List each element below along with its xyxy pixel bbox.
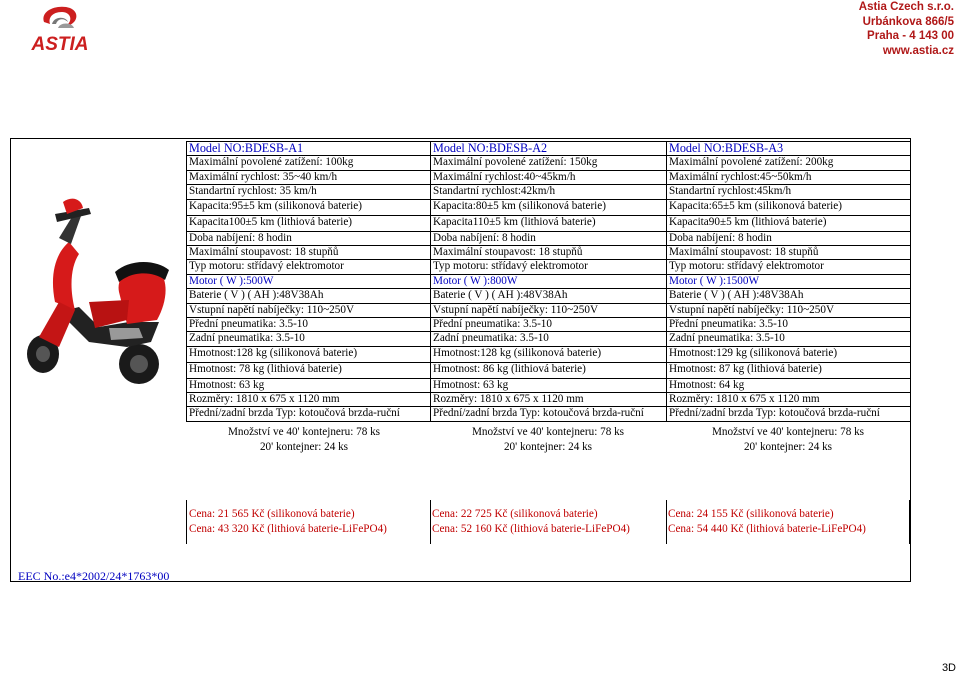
dimensions: Rozměry: 1810 x 675 x 1120 mm [431,393,667,407]
table-row [187,185,911,199]
capacity-lithium: Kapacita90±5 km (lithiová baterie) [667,215,911,231]
front-tire: Přední pneumatika: 3.5-10 [667,317,911,331]
std-speed: Standartní rychlost: 35 km/h [187,185,431,199]
company-web-link[interactable]: www.astia.cz [882,44,954,57]
company-street: Urbánkova 866/5 [862,15,954,28]
std-speed: Standartní rychlost:42km/h [431,185,667,199]
model-title: Model NO:BDESB-A2 [431,142,667,156]
max-load: Maximální povolené zatížení: 100kg [187,156,431,170]
front-tire: Přední pneumatika: 3.5-10 [431,317,667,331]
company-city: Praha - 4 143 00 [867,30,954,42]
capacity-lithium: Kapacita100±5 km (lithiová baterie) [187,215,431,231]
weight: Hmotnost: 63 kg [431,378,667,392]
table-row [187,289,911,303]
table-row [187,393,911,407]
max-speed: Maximální rychlost:45~50km/h [667,170,911,184]
weight-lithium: Hmotnost: 87 kg (lithiová baterie) [667,362,911,378]
capacity-silicon: Kapacita:65±5 km (silikonová baterie) [667,199,911,215]
weight-silicon: Hmotnost:128 kg (silikonová baterie) [431,346,667,362]
price-block [432,507,630,537]
table-row [187,407,911,421]
climb: Maximální stoupavost: 18 stupňů [187,245,431,259]
battery: Baterie ( V ) ( AH ):48V38Ah [187,289,431,303]
price-block [668,507,866,537]
price-lithium: Cena: 54 440 Kč (lithiová baterie-LiFePO4) [668,523,866,535]
motor-power: Motor ( W ):1500W [667,274,911,288]
container-40ft: Množství ve 40' kontejneru: 78 ks [471,426,625,438]
charge-time: Doba nabíjení: 8 hodin [187,231,431,245]
std-speed: Standartní rychlost:45km/h [667,185,911,199]
charger-input: Vstupní napětí nabíječky: 110~250V [667,303,911,317]
motor-power: Motor ( W ):500W [187,274,431,288]
rear-tire: Zadní pneumatika: 3.5-10 [187,332,431,346]
motor-power: Motor ( W ):800W [431,274,667,288]
company-name: Astia Czech s.r.o. [858,1,954,13]
model-title: Model NO:BDESB-A1 [187,142,431,156]
weight-lithium: Hmotnost: 78 kg (lithiová baterie) [187,362,431,378]
battery: Baterie ( V ) ( AH ):48V38Ah [431,289,667,303]
container-20ft: 20' kontejner: 24 ks [259,441,349,453]
container-info [430,425,666,455]
table-row [187,346,911,362]
front-tire: Přední pneumatika: 3.5-10 [187,317,431,331]
table-row [187,199,911,215]
weight: Hmotnost: 63 kg [187,378,431,392]
max-speed: Maximální rychlost: 35~40 km/h [187,170,431,184]
table-row [187,260,911,274]
weight: Hmotnost: 64 kg [667,378,911,392]
table-row [187,362,911,378]
weight-silicon: Hmotnost:129 kg (silikonová baterie) [667,346,911,362]
motor-type: Typ motoru: střídavý elektromotor [431,260,667,274]
eec-number: EEC No.:e4*2002/24*1763*00 [18,569,170,583]
dimensions: Rozměry: 1810 x 675 x 1120 mm [667,393,911,407]
company-info [859,0,954,58]
scooter-image [19,142,185,417]
price-silicon: Cena: 22 725 Kč (silikonová baterie) [432,508,598,520]
climb: Maximální stoupavost: 18 stupňů [667,245,911,259]
rear-tire: Zadní pneumatika: 3.5-10 [667,332,911,346]
table-row [187,274,911,288]
container-40ft: Množství ve 40' kontejneru: 78 ks [711,426,865,438]
max-load: Maximální povolené zatížení: 200kg [667,156,911,170]
table-row [187,317,911,331]
brake: Přední/zadní brzda Typ: kotoučová brzda-ruční [667,407,911,421]
charger-input: Vstupní napětí nabíječky: 110~250V [187,303,431,317]
price-block [189,507,387,537]
capacity-lithium: Kapacita110±5 km (lithiová baterie) [431,215,667,231]
motor-type: Typ motoru: střídavý elektromotor [667,260,911,274]
capacity-silicon: Kapacita:95±5 km (silikonová baterie) [187,199,431,215]
max-load: Maximální povolené zatížení: 150kg [431,156,667,170]
table-row [187,231,911,245]
brake: Přední/zadní brzda Typ: kotoučová brzda-ruční [187,407,431,421]
table-row [187,378,911,392]
footer-mark: 3D [941,662,956,674]
climb: Maximální stoupavost: 18 stupňů [431,245,667,259]
container-20ft: 20' kontejner: 24 ks [743,441,833,453]
max-speed: Maximální rychlost:40~45km/h [431,170,667,184]
table-row [187,156,911,170]
charger-input: Vstupní napětí nabíječky: 110~250V [431,303,667,317]
logo-swirl-icon [43,7,76,28]
battery: Baterie ( V ) ( AH ):48V38Ah [667,289,911,303]
table-row [187,303,911,317]
container-20ft: 20' kontejner: 24 ks [503,441,593,453]
logo-text: ASTIA [31,34,89,54]
table-row-model [187,142,911,156]
table-row [187,170,911,184]
capacity-silicon: Kapacita:80±5 km (silikonová baterie) [431,199,667,215]
table-row [187,332,911,346]
table-row [187,215,911,231]
motor-type: Typ motoru: střídavý elektromotor [187,260,431,274]
price-silicon: Cena: 24 155 Kč (silikonová baterie) [668,508,834,520]
weight-silicon: Hmotnost:128 kg (silikonová baterie) [187,346,431,362]
model-title: Model NO:BDESB-A3 [667,142,911,156]
container-info [186,425,422,455]
container-info [670,425,906,455]
price-lithium: Cena: 43 320 Kč (lithiová baterie-LiFePO4) [189,523,387,535]
brake: Přední/zadní brzda Typ: kotoučová brzda-ruční [431,407,667,421]
price-lithium: Cena: 52 160 Kč (lithiová baterie-LiFePO4) [432,523,630,535]
astia-logo [14,4,106,54]
weight-lithium: Hmotnost: 86 kg (lithiová baterie) [431,362,667,378]
dimensions: Rozměry: 1810 x 675 x 1120 mm [187,393,431,407]
price-silicon: Cena: 21 565 Kč (silikonová baterie) [189,508,355,520]
charge-time: Doba nabíjení: 8 hodin [667,231,911,245]
container-40ft: Množství ve 40' kontejneru: 78 ks [227,426,381,438]
table-row [187,245,911,259]
rear-tire: Zadní pneumatika: 3.5-10 [431,332,667,346]
spec-table [186,141,911,422]
charge-time: Doba nabíjení: 8 hodin [431,231,667,245]
